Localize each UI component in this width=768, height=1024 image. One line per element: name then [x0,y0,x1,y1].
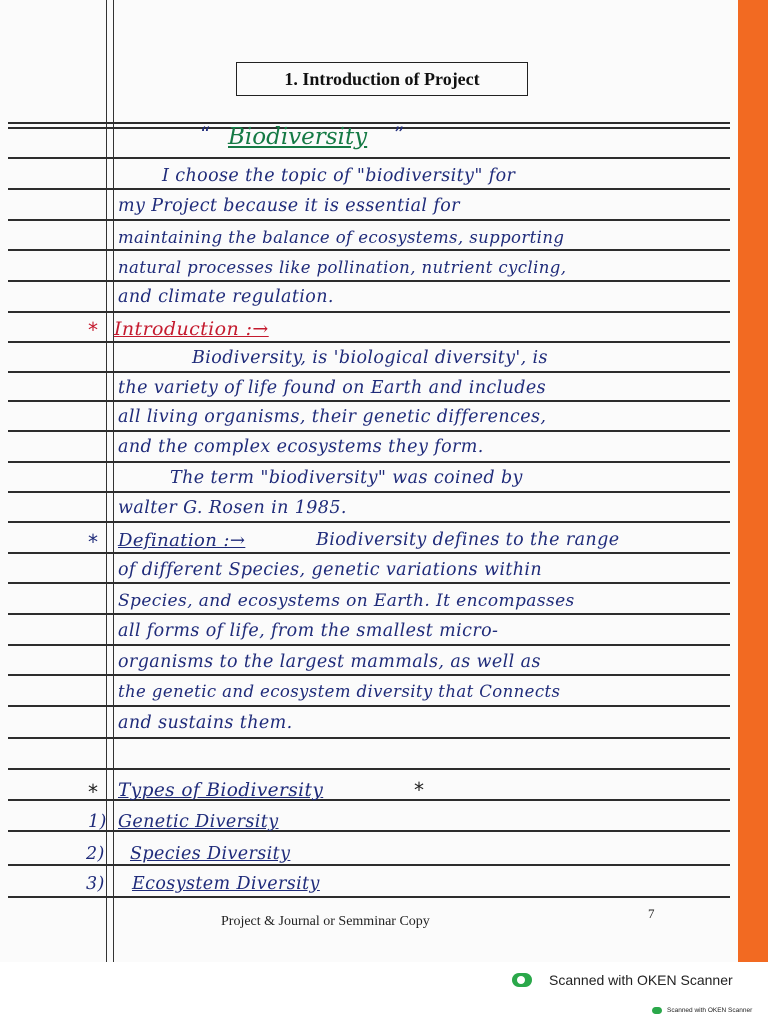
intro-line-2: the variety of life found on Earth and includes [118,378,546,398]
intro-line-5: The term "biodiversity" was coined by [170,468,523,488]
scanner-watermark-small [652,1007,752,1014]
para1-line-2: my Project because it is essential for [118,196,460,216]
ruled-line [8,896,730,898]
def-heading: Defination :→ [118,530,246,551]
para1-line-3: maintaining the balance of ecosystems, supporting [118,228,565,247]
intro-line-1: Biodiversity, is 'biological diversity', is [192,348,548,368]
ruled-line [8,341,730,343]
ruled-line [8,644,730,646]
scanner-logo-icon [512,973,532,987]
ruled-line [8,280,730,282]
page-title: 1. Introduction of Project [236,62,528,96]
ruled-line [8,674,730,676]
type-1-label: Genetic Diversity [118,812,279,832]
ruled-line [8,521,730,523]
types-star-right: * [414,778,424,802]
scanner-logo-small-icon [652,1007,662,1014]
def-line-1: Biodiversity defines to the range [316,530,620,550]
scanner-watermark [512,972,733,988]
ruled-line [8,737,730,739]
ruled-line [8,552,730,554]
def-line-6: the genetic and ecosystem diversity that Connects [118,682,561,701]
ruled-line [8,188,730,190]
para1-line-1: I choose the topic of "biodiversity" for [162,166,516,186]
ruled-line [8,311,730,313]
intro-line-3: all living organisms, their genetic differences, [118,407,547,427]
page-number: 7 [648,906,655,921]
intro-line-6: walter G. Rosen in 1985. [118,498,347,518]
ruled-line [8,461,730,463]
ruled-line [8,430,730,432]
ruled-line [8,249,730,251]
types-star-left: * [88,780,98,804]
ruled-line [8,491,730,493]
def-line-5: organisms to the largest mammals, as well as [118,652,541,672]
intro-line-4: and the complex ecosystems they form. [118,437,484,457]
ruled-line [8,705,730,707]
ruled-line [8,768,730,770]
topic-heading: Biodiversity [228,124,368,150]
para1-line-5: and climate regulation. [118,287,334,307]
type-2-label: Species Diversity [130,844,291,864]
scanner-text: Scanned with OKEN Scanner [549,972,733,988]
def-line-4: all forms of life, from the smallest micro- [118,621,499,641]
types-heading: Types of Biodiversity [118,780,324,801]
orange-edge-strip [738,0,768,962]
ruled-line [8,219,730,221]
ruled-line [8,157,730,159]
ruled-line [8,127,730,129]
quote-open: “ [200,122,211,146]
ruled-line [8,830,730,832]
scanner-text-small: Scanned with OKEN Scanner [667,1007,753,1014]
footer-label: Project & Journal or Semminar Copy [221,914,430,929]
para1-line-4: natural processes like pollination, nutrient cycling, [118,258,567,277]
ruled-line [8,582,730,584]
def-line-3: Species, and ecosystems on Earth. It encompasses [118,591,575,611]
ruled-line [8,371,730,373]
type-1-number: 1) [88,812,107,832]
def-line-2: of different Species, genetic variations within [118,560,543,580]
def-line-7: and sustains them. [118,713,293,733]
intro-star: * [88,318,98,342]
type-3-number: 3) [86,874,105,894]
type-2-number: 2) [86,844,105,864]
intro-heading: Introduction :→ [114,318,269,340]
ruled-line [8,613,730,615]
ruled-line [8,122,730,124]
quote-close: ” [394,122,405,146]
ruled-line [8,400,730,402]
margin-line-right [113,0,114,962]
type-3-label: Ecosystem Diversity [132,874,320,894]
ruled-line [8,864,730,866]
def-star: * [88,530,98,554]
ruled-line [8,799,730,801]
